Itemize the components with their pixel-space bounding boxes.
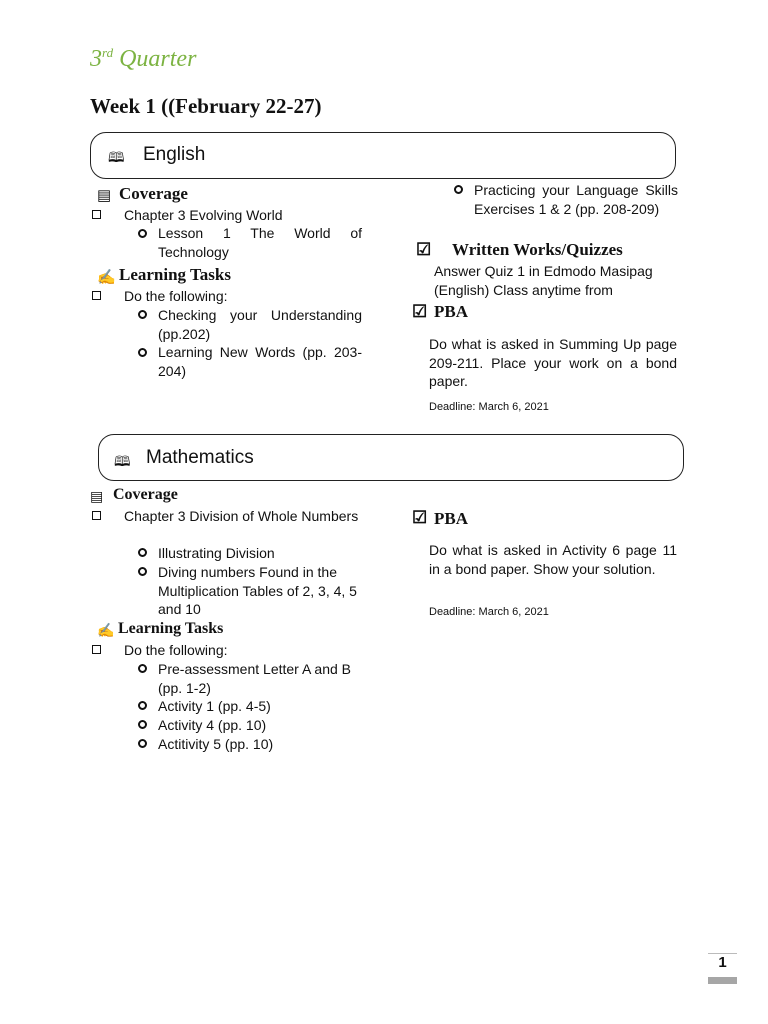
page-number-bar: [708, 977, 737, 984]
square-bullet-icon: [92, 210, 101, 219]
square-bullet-icon: [92, 291, 101, 300]
english-pba-text: Do what is asked in Summing Up page 209-211. Place your work on a bond paper.: [429, 336, 677, 389]
math-title: Mathematics: [146, 447, 254, 468]
english-written-works-heading: Written Works/Quizzes: [452, 240, 623, 259]
circle-bullet-icon: [138, 701, 147, 710]
square-bullet-icon: [92, 645, 101, 654]
pencil-icon: ✍: [97, 622, 115, 638]
square-bullet-icon: [92, 511, 101, 520]
checkbox-icon: ☑: [416, 240, 432, 259]
math-task-2: Activity 1 (pp. 4-5): [158, 698, 271, 714]
checkbox-icon: ☑: [412, 508, 428, 527]
page-number: 1: [708, 953, 737, 971]
english-task-1: Checking your Understanding (pp.202): [158, 307, 362, 342]
math-task-1: Pre-assessment Letter A and B (pp. 1-2): [158, 661, 351, 696]
english-coverage-heading: Coverage: [119, 184, 188, 203]
book-icon: 🕮: [108, 149, 125, 165]
circle-bullet-icon: [454, 185, 463, 194]
math-item-1: Illustrating Division: [158, 545, 275, 561]
math-item-2: Diving numbers Found in the Multiplication Tables of 2, 3, 4, 5 and 10: [158, 564, 357, 617]
document-icon: ▤: [90, 488, 104, 504]
math-pba-heading: PBA: [434, 509, 468, 528]
english-lesson: Lesson 1 The World of Technology: [158, 225, 362, 260]
english-pba-heading: PBA: [434, 302, 468, 321]
circle-bullet-icon: [138, 720, 147, 729]
english-do-following: Do the following:: [124, 288, 228, 304]
quarter-title: 3rd Quarter: [90, 45, 197, 72]
math-chapter: Chapter 3 Division of Whole Numbers: [124, 508, 359, 524]
math-deadline: Deadline: March 6, 2021: [429, 606, 549, 618]
circle-bullet-icon: [138, 567, 147, 576]
math-task-3: Activity 4 (pp. 10): [158, 717, 267, 733]
english-quiz-text: Answer Quiz 1 in Edmodo Masipag (English) Class anytime from: [434, 263, 653, 298]
english-task-2: Learning New Words (pp. 203-204): [158, 344, 362, 379]
week-heading: Week 1 ((February 22-27): [90, 94, 322, 118]
english-learning-tasks-heading: Learning Tasks: [119, 265, 231, 284]
math-do-following: Do the following:: [124, 642, 228, 658]
book-icon: 🕮: [114, 453, 131, 469]
english-deadline: Deadline: March 6, 2021: [429, 401, 549, 413]
circle-bullet-icon: [138, 739, 147, 748]
english-chapter: Chapter 3 Evolving World: [124, 207, 283, 223]
english-title: English: [143, 144, 206, 165]
circle-bullet-icon: [138, 310, 147, 319]
math-learning-tasks-heading: Learning Tasks: [118, 620, 224, 637]
english-task-3: Practicing your Language Skills Exercises 1 & 2 (pp. 208-209): [474, 182, 678, 217]
circle-bullet-icon: [138, 548, 147, 557]
circle-bullet-icon: [138, 229, 147, 238]
math-task-4: Actitivity 5 (pp. 10): [158, 736, 274, 752]
circle-bullet-icon: [138, 664, 147, 673]
circle-bullet-icon: [138, 348, 147, 357]
pencil-icon: ✍: [97, 269, 116, 286]
document-icon: ▤: [97, 187, 112, 204]
checkbox-icon: ☑: [412, 302, 428, 321]
math-pba-text: Do what is asked in Activity 6 page 11 in a bond paper. Show your solution.: [429, 542, 677, 577]
math-coverage-heading: Coverage: [113, 486, 178, 503]
